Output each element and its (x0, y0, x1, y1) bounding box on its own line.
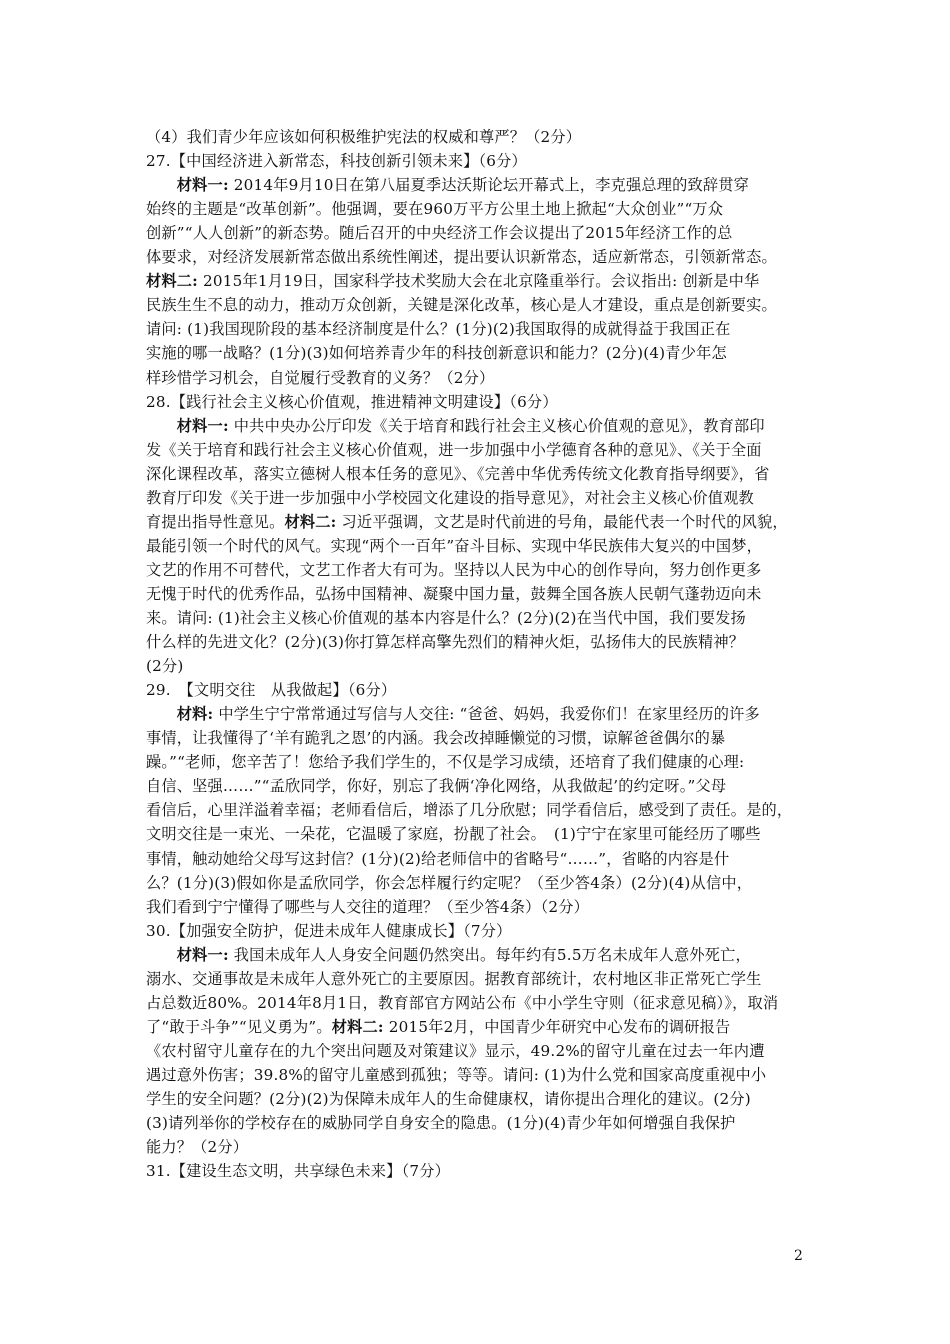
text-segment: 了“敢于斗争”“见义勇为”。 (146, 1017, 332, 1036)
text-segment: 能力？（2分） (146, 1138, 249, 1157)
material-label: 材料一: (176, 176, 229, 195)
text-segment: 体要求，对经济发展新常态做出系统性阐述，提出要认识新常态，适应新常态，引领新常态。 (146, 248, 777, 267)
text-segment: 占总数近80%。2014年8月1日，教育部官方网站公布《中小学生守则（征求意见稿）》，取消 (146, 993, 779, 1012)
text-line (146, 223, 806, 244)
text-segment: 民族生生不息的动力，推动万众创新，关键是深化改革，核心是人才建设，重点是创新要实。 (146, 296, 777, 315)
text-line (146, 488, 806, 509)
text-segment (146, 176, 177, 194)
text-line (146, 440, 806, 461)
text-segment: 习近平强调，文艺是时代前进的号角，最能代表一个时代的风貌， (336, 512, 788, 531)
text-line (146, 536, 806, 557)
text-line (146, 343, 806, 364)
text-line (146, 416, 806, 437)
text-line (146, 199, 806, 220)
text-segment (146, 417, 177, 435)
text-segment: (3)请列举你的学校存在的威胁同学自身安全的隐患。(1分)(4)青少年如何增强自我保护 (146, 1114, 736, 1133)
text-line (146, 319, 806, 340)
text-line (146, 512, 806, 533)
text-segment: 深化课程改革，落实立德树人根本任务的意见》、《完善中华优秀传统文化教育指导纲要》，省 (146, 464, 770, 483)
text-line (146, 921, 806, 942)
text-line (146, 1065, 806, 1086)
text-segment: 29. 【文明交往 从我做起】（6分） (146, 681, 397, 700)
text-segment: 《农村留守儿童存在的九个突出问题及对策建议》显示，49.2%的留守儿童在过去一年内遭 (146, 1041, 765, 1060)
text-line (146, 1137, 806, 1158)
material-label: 材料二: (331, 1017, 384, 1036)
text-line (146, 1089, 806, 1110)
text-segment: 什么样的先进文化？(2分)(3)你打算怎样高擎先烈们的精神火炬，弘扬伟大的民族精神？ (146, 633, 745, 652)
text-segment: 创新”“人人创新”的新态势。随后召开的中央经济工作会议提出了2015年经济工作的总 (146, 224, 733, 243)
text-segment: 事情，触动她给父母写这封信？(1分)(2)给老师信中的省略号“……”，省略的内容是什 (146, 849, 730, 868)
text-line (146, 151, 806, 172)
text-line (146, 1017, 806, 1038)
text-line (146, 656, 806, 677)
text-line (146, 752, 806, 773)
text-segment: 教育厅印发《关于进一步加强中小学校园文化建设的指导意见》，对社会主义核心价值观教 (146, 488, 754, 507)
text-line (146, 969, 806, 990)
material-label: 材料一: (176, 945, 229, 964)
text-segment: 我们看到宁宁懂得了哪些与人交往的道理？（至少答4条）（2分） (146, 897, 589, 916)
text-segment: 事情，让我懂得了‘羊有跪乳之恩’的内涵。我会改掉睡懒觉的习惯，谅解爸爸偶尔的暴 (146, 729, 726, 748)
text-segment: 请问: (1)我国现阶段的基本经济制度是什么？(1分)(2)我国取得的成就得益于我国正在 (146, 320, 731, 339)
text-segment: 文艺的作用不可替代，文艺工作者大有可为。坚持以人民为中心的创作导向，努力创作更多 (146, 560, 762, 579)
text-segment: 自信、坚强……”“孟欣同学，你好，别忘了我俩‘净化网络，从我做起’的约定呀。”父母 (146, 777, 727, 796)
text-segment: 28.【践行社会主义核心价值观，推进精神文明建设】（6分） (146, 392, 558, 411)
text-segment: 中共中央办公厅印发《关于培育和践行社会主义核心价值观的意见》，教育部印 (228, 416, 765, 435)
text-segment: （4）我们青少年应该如何积极维护宪法的权威和尊严？（2分） (146, 128, 582, 146)
text-line (146, 680, 806, 701)
text-segment: 样珍惜学习机会，自觉履行受教育的义务？（2分） (146, 368, 495, 387)
text-line (146, 632, 806, 653)
text-segment: 2015年1月19日，国家科学技术奖励大会在北京隆重举行。会议指出: 创新是中华 (197, 272, 760, 291)
text-line (146, 897, 806, 918)
material-label: 材料二: (284, 512, 337, 531)
text-line (146, 945, 806, 966)
text-segment: 31.【建设生态文明，共享绿色未来】（7分） (146, 1162, 450, 1181)
text-line (146, 464, 806, 485)
text-line (146, 560, 806, 581)
material-label: 材料二: (146, 272, 198, 291)
text-line (146, 873, 806, 894)
material-label: 材料: (176, 705, 214, 724)
text-line (146, 271, 806, 292)
text-line (146, 800, 806, 821)
text-segment (146, 705, 177, 723)
text-segment: 无愧于时代的优秀作品，弘扬中国精神、凝聚中国力量，鼓舞全国各族人民朝气蓬勃迈向未 (146, 584, 762, 603)
text-segment (146, 946, 177, 964)
page-number: 2 (794, 1248, 803, 1264)
text-segment: 溺水、交通事故是未成年人意外死亡的主要原因。据教育部统计，农村地区非正常死亡学生 (146, 969, 762, 988)
text-segment: (2分) (146, 657, 184, 676)
text-line (146, 247, 806, 268)
text-segment: 看信后，心里洋溢着幸福；老师看信后，增添了几分欣慰；同学看信后，感受到了责任。是的， (146, 801, 793, 820)
text-segment: 30.【加强安全防护，促进未成年人健康成长】（7分） (146, 921, 512, 940)
text-line (146, 295, 806, 316)
text-segment: 始终的主题是“改革创新”。他强调，要在960万平方公里土地上掀起“大众创业”“万众 (146, 200, 724, 219)
text-line (146, 776, 806, 797)
text-line (146, 993, 806, 1014)
text-line (146, 392, 806, 413)
text-segment: 文明交往是一束光、一朵花，它温暖了家庭，扮靓了社会。 (1)宁宁在家里可能经历了哪些 (146, 825, 761, 844)
text-line (146, 368, 806, 389)
text-segment: 最能引领一个时代的风气。实现“两个一百年”奋斗目标、实现中华民族伟大复兴的中国梦， (146, 536, 763, 555)
text-segment: 学生的安全问题？(2分)(2)为保障未成年人的生命健康权，请你提出合理化的建议。(2分) (146, 1090, 751, 1108)
text-segment: 我国未成年人人身安全问题仍然突出。每年约有5.5万名未成年人意外死亡， (228, 945, 751, 964)
text-line (146, 1161, 806, 1182)
text-segment: 实施的哪一战略？(1分)(3)如何培养青少年的科技创新意识和能力？(2分)(4)青少年怎 (146, 344, 727, 363)
text-segment: 育提出指导性意见。 (146, 512, 285, 531)
text-line (146, 1113, 806, 1134)
text-segment: 发《关于培育和践行社会主义核心价值观，进一步加强中小学德育各种的意见》、《关于全面 (146, 440, 762, 459)
text-segment: 2015年2月，中国青少年研究中心发布的调研报告 (383, 1017, 731, 1036)
text-segment: 27.【中国经济进入新常态，科技创新引领未来】（6分） (146, 152, 527, 171)
text-segment: 躁。”“老师，您辛苦了！您给予我们学生的，不仅是学习成绩，还培育了我们健康的心理: (146, 753, 745, 772)
text-line (146, 849, 806, 870)
text-line (146, 704, 806, 725)
material-label: 材料一: (176, 416, 229, 435)
text-line (146, 608, 806, 629)
text-segment: 么？(1分)(3)假如你是孟欣同学，你会怎样履行约定呢？（至少答4条）(2分)(4)从信中， (146, 873, 753, 892)
text-segment: 遇过意外伤害；39.8%的留守儿童感到孤独；等等。请问: (1)为什么党和国家高度重视中小 (146, 1065, 767, 1084)
text-line (146, 1041, 806, 1062)
text-segment: 来。请问: (1)社会主义核心价值观的基本内容是什么？(2分)(2)在当代中国，我们要发扬 (146, 609, 746, 627)
text-line (146, 824, 806, 845)
text-line (146, 584, 806, 605)
text-segment: 2014年9月10日在第八届夏季达沃斯论坛开幕式上，李克强总理的致辞贯穿 (228, 176, 750, 195)
text-line (146, 728, 806, 749)
text-line (146, 127, 806, 148)
text-line (146, 175, 806, 196)
text-segment: 中学生宁宁常常通过写信与人交往: “爸爸、妈妈，我爱你们！在家里经历的许多 (213, 705, 760, 724)
